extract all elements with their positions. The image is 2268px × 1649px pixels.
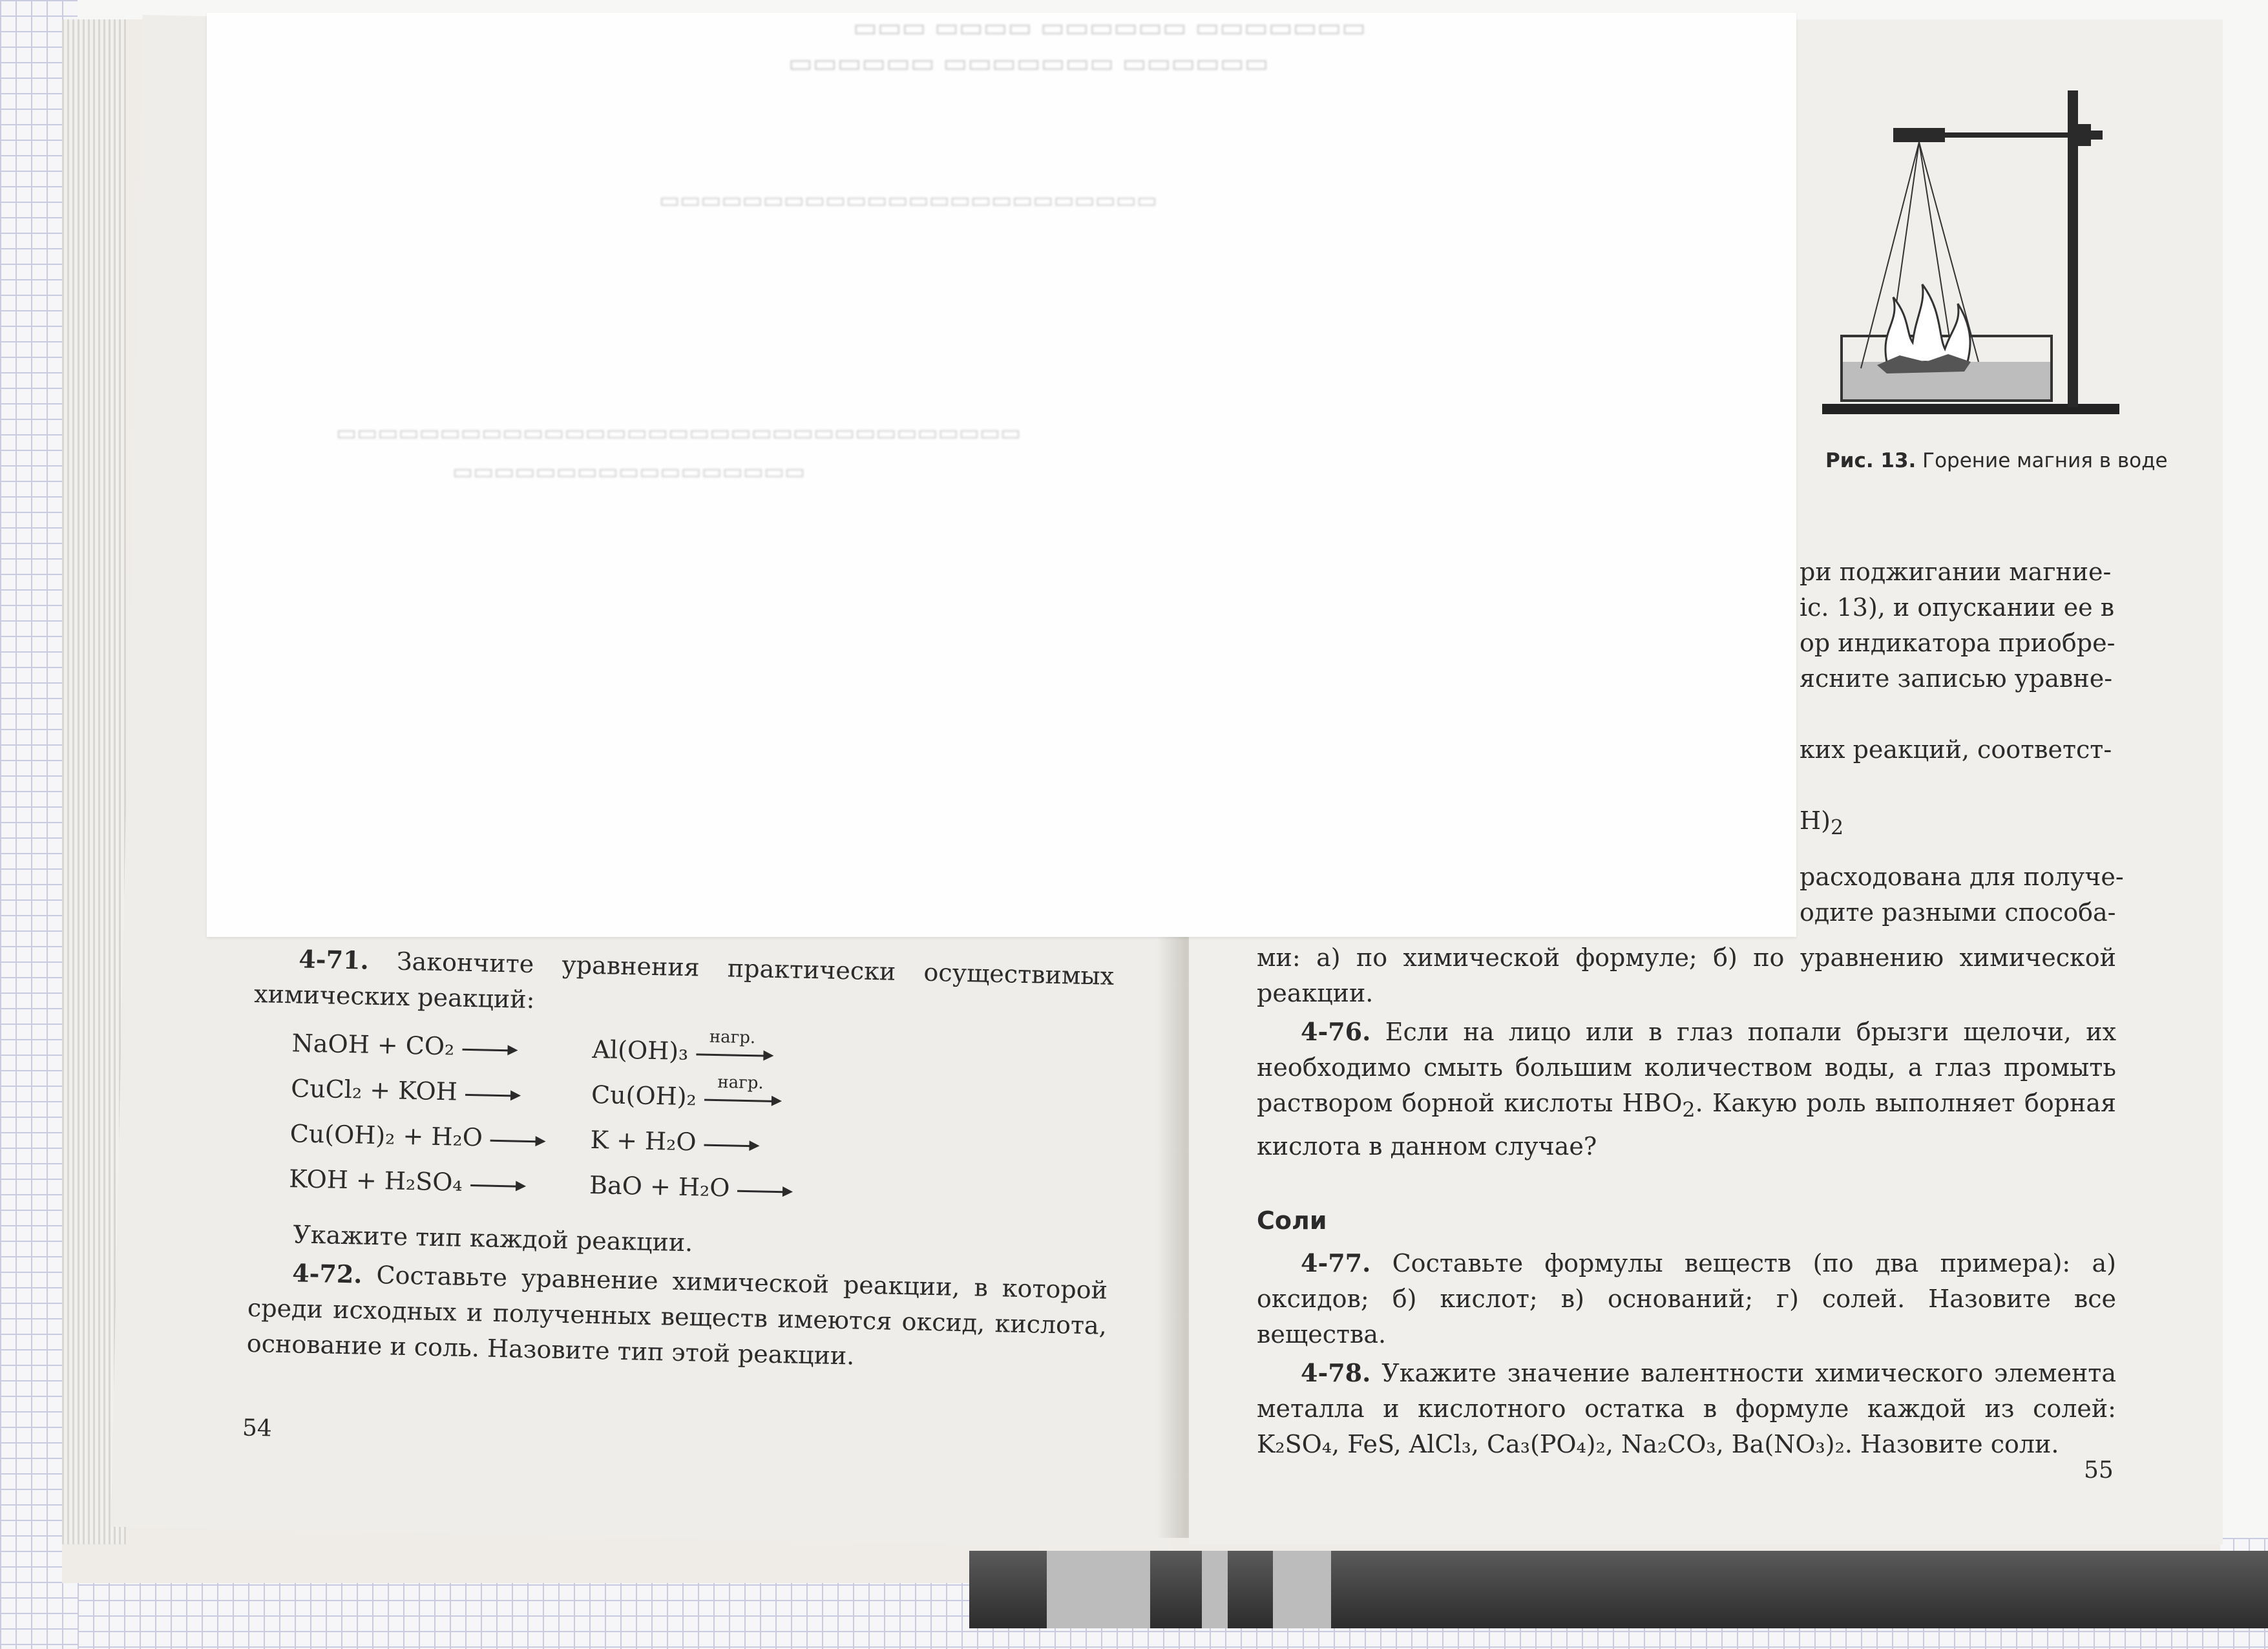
fragment-line: ких реакций, соответст- (1800, 735, 2112, 764)
figure-label: Рис. 13. (1825, 449, 1916, 472)
equation-text: Cu(OH)₂ (591, 1080, 697, 1111)
left-page-text (246, 940, 1114, 1380)
heat-label: нагр. (717, 1072, 764, 1093)
fragment-line (1800, 803, 2252, 846)
fragment-line: ясните записью уравне- (1800, 664, 2113, 693)
equation-text: CuCl₂ + KOH (290, 1074, 458, 1106)
question-4-76 (1257, 1014, 2116, 1164)
fragment-h2-sub: 2 (1830, 816, 1844, 840)
equation-left (291, 1071, 521, 1111)
heat-label: нагр. (709, 1027, 756, 1047)
equation-left (289, 1161, 527, 1202)
figure-magnesium-burning-illustration (1809, 78, 2132, 439)
question-text: Если на лицо или в глаз попали брызги щелочи, их необходимо смыть большим количеством воды, а глаз промыть раствором борной кислоты HBO (1257, 1018, 2116, 1117)
fragment-line: ор индикатора приобре- (1800, 629, 2116, 657)
overlay-paper-sheet: ▭▭▭ ▭▭▭▭ ▭▭▭▭▭▭ ▭▭▭▭▭▭▭ ▭▭▭▭▭▭ ▭▭▭▭▭▭▭ ▭▭▭▭▭▭ ▭▭▭▭▭▭▭▭▭▭▭▭▭▭▭▭▭▭▭▭▭▭▭▭ ▭▭▭▭▭▭▭▭▭▭▭▭▭▭▭▭▭▭▭▭▭▭▭▭▭▭▭▭▭▭▭▭▭ ▭▭▭▭▭▭▭▭▭▭▭▭▭▭▭▭▭ (207, 13, 1796, 937)
arrow-icon (462, 1036, 518, 1063)
equation-text: K + H₂O (590, 1125, 697, 1157)
equation-text: NaOH + CO₂ (291, 1029, 455, 1061)
book-cover-edge (969, 1551, 2268, 1628)
equation-text: Al(OH)₃ (592, 1035, 689, 1066)
question-text: Составьте формулы веществ (по два примера): а) оксидов; б) кислот; в) оснований; г) солей. Назовите все вещества. (1257, 1248, 2116, 1349)
heating-arrow-icon (696, 1027, 774, 1069)
figure-caption-text: Горение магния в воде (1922, 449, 2168, 472)
right-fragment-block (1800, 554, 2252, 930)
equation-left (291, 1025, 518, 1066)
arrow-icon (470, 1172, 526, 1199)
heating-arrow-icon (704, 1072, 782, 1114)
page-number-right: 55 (2084, 1457, 2114, 1484)
q75-continuation: ми: а) по химической формуле; б) по уравнению химической реакции. (1257, 943, 2116, 1007)
equation-text: Cu(OH)₂ + H₂O (289, 1119, 483, 1152)
question-4-71-tail: Укажите тип каждой реакции. (293, 1220, 693, 1257)
salt-formulas: K₂SO₄, FeS, AlCl₃, Ca₃(PO₄)₂, Na₂CO₃, Ba(NO₃)₂. (1257, 1429, 1853, 1458)
equation-right (591, 1072, 782, 1117)
fragment-h2: H) (1800, 806, 1831, 835)
fragment-line: одите разными способа- (1800, 898, 2116, 927)
question-4-72 (246, 1254, 1108, 1380)
question-text: Составьте уравнение химической реакции, в которой среди исходных и полученных веществ имеются оксид, кислота, основание и соль. Назовите тип этой реакции. (246, 1261, 1108, 1371)
question-number: 4-78. (1301, 1358, 1371, 1387)
question-text: Закончите уравнения практически осуществимых химических реакций: (253, 947, 1115, 1014)
equation-right (589, 1168, 793, 1208)
question-number: 4-77. (1301, 1248, 1371, 1277)
question-text-tail: . Какую роль выполняет борная кислота в данном случае? (1257, 1089, 2117, 1161)
figure-caption (1825, 446, 2187, 476)
equation-text: BaO + H₂O (589, 1170, 730, 1203)
equation-text: KOH + H₂SO₄ (288, 1164, 463, 1197)
question-number: 4-76. (1301, 1017, 1371, 1046)
question-4-77 (1257, 1245, 2116, 1352)
question-4-78 (1257, 1355, 2116, 1462)
arrow-icon (490, 1127, 547, 1154)
fragment-line: іс. 13), и опускании ее в (1800, 593, 2115, 622)
equation-list (249, 1025, 1113, 1224)
page-number-left: 54 (242, 1414, 273, 1442)
arrow-icon (704, 1131, 760, 1159)
question-number: 4-72. (291, 1258, 363, 1289)
fragment-line: ри поджигании магние- (1800, 558, 2112, 586)
equation-right (590, 1122, 760, 1161)
question-text-tail: Назовите соли. (1860, 1429, 2059, 1458)
fragment-line: расходована для получе- (1800, 862, 2124, 891)
formula-subscript: 2 (1682, 1098, 1696, 1122)
question-number: 4-71. (298, 944, 370, 975)
arrow-icon (465, 1081, 521, 1108)
arrow-icon (737, 1177, 793, 1204)
question-text: Укажите значение валентности химического элемента металла и кислотного остатка в формуле каждой из солей: (1257, 1358, 2116, 1423)
equation-left (289, 1116, 546, 1157)
right-page-text (1257, 940, 2116, 1462)
section-heading-salts: Соли (1257, 1206, 1327, 1235)
